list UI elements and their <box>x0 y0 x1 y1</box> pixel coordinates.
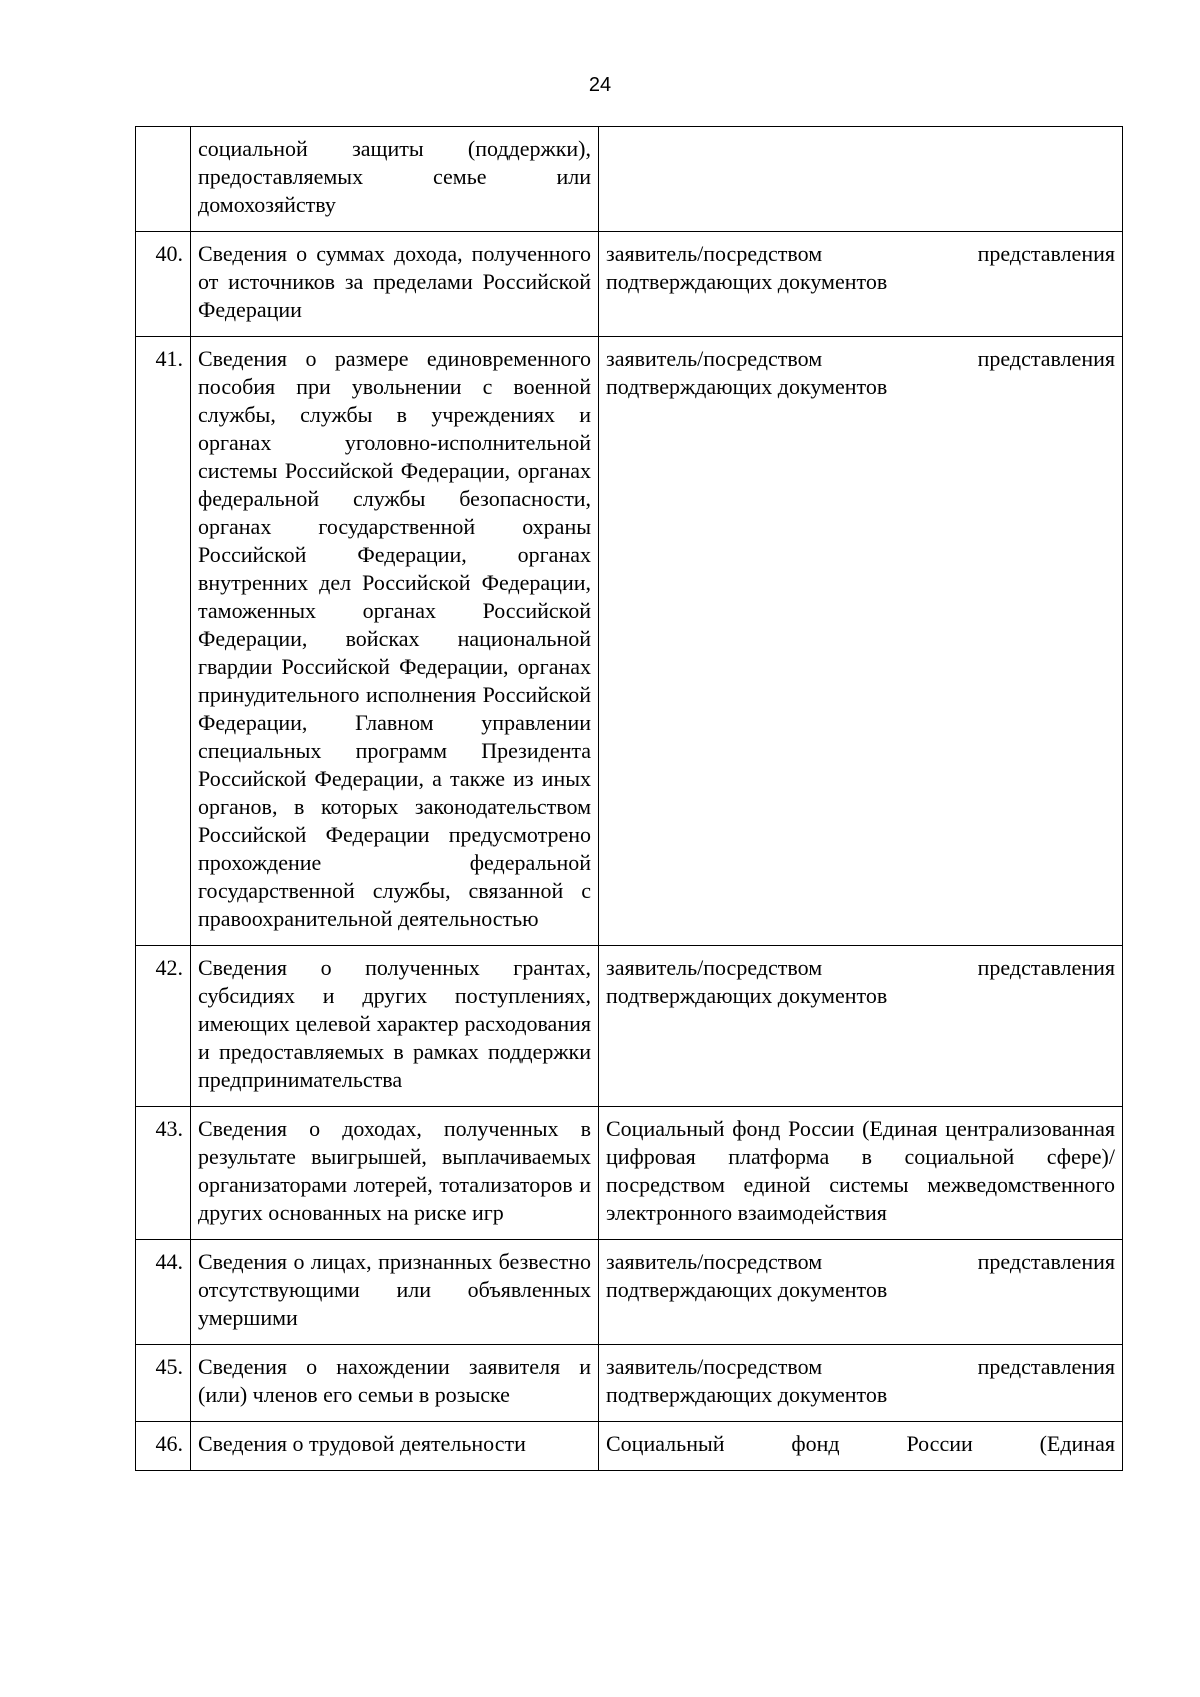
row-description: социальной защиты (поддержки), предоставляемых семье или домохозяйству <box>191 127 599 232</box>
row-number: 45. <box>136 1345 191 1422</box>
row-description: Сведения о полученных грантах, субсидиях и других поступлениях, имеющих целевой характер расходования и предоставляемых в рамках поддержки предпринимательства <box>191 946 599 1107</box>
row-number: 44. <box>136 1240 191 1345</box>
row-description: Сведения о суммах дохода, полученного от источников за пределами Российской Федерации <box>191 232 599 337</box>
row-source: заявитель/посредством представления подтверждающих документов <box>599 1240 1123 1345</box>
row-number: 42. <box>136 946 191 1107</box>
table-row <box>136 1240 1123 1345</box>
row-source: Социальный фонд России (Единая <box>599 1422 1123 1471</box>
table-row <box>136 1107 1123 1240</box>
row-source: Социальный фонд России (Единая централизованная цифровая платформа в социальной сфере)/посредством единой системы межведомственного электронного взаимодействия <box>599 1107 1123 1240</box>
table-row <box>136 127 1123 232</box>
row-description: Сведения о доходах, полученных в результате выигрышей, выплачиваемых организаторами лотерей, тотализаторов и других основанных на риске игр <box>191 1107 599 1240</box>
row-source: заявитель/посредством представления подтверждающих документов <box>599 1345 1123 1422</box>
row-number: 43. <box>136 1107 191 1240</box>
row-description: Сведения о размере единовременного пособия при увольнении с военной службы, службы в учреждениях и органах уголовно-исполнительной системы Российской Федерации, органах федеральной службы безопасности, органах государственной охраны Российской Федерации, органах внутренних дел Российской Федерации, таможенных органах Российской Федерации, войсках национальной гвардии Российской Федерации, органах принудительного исполнения Российской Федерации, Главном управлении специальных программ Президента Российской Федерации, а также из иных органов, в которых законодательством Российской Федерации предусмотрено прохождение федеральной государственной службы, связанной с правоохранительной деятельностью <box>191 337 599 946</box>
row-description: Сведения о нахождении заявителя и (или) членов его семьи в розыске <box>191 1345 599 1422</box>
page-number: 24 <box>588 74 612 96</box>
row-number: 46. <box>136 1422 191 1471</box>
row-source: заявитель/посредством представления подтверждающих документов <box>599 337 1123 946</box>
row-description: Сведения о трудовой деятельности <box>191 1422 599 1471</box>
row-description: Сведения о лицах, признанных безвестно отсутствующими или объявленных умершими <box>191 1240 599 1345</box>
row-number: 40. <box>136 232 191 337</box>
table-row <box>136 232 1123 337</box>
table-row <box>136 337 1123 946</box>
row-number <box>136 127 191 232</box>
row-number: 41. <box>136 337 191 946</box>
table-row <box>136 946 1123 1107</box>
row-source: заявитель/посредством представления подтверждающих документов <box>599 946 1123 1107</box>
row-source: заявитель/посредством представления подтверждающих документов <box>599 232 1123 337</box>
table-row <box>136 1422 1123 1471</box>
table-row <box>136 1345 1123 1422</box>
row-source <box>599 127 1123 232</box>
data-sources-table <box>135 126 1123 1471</box>
